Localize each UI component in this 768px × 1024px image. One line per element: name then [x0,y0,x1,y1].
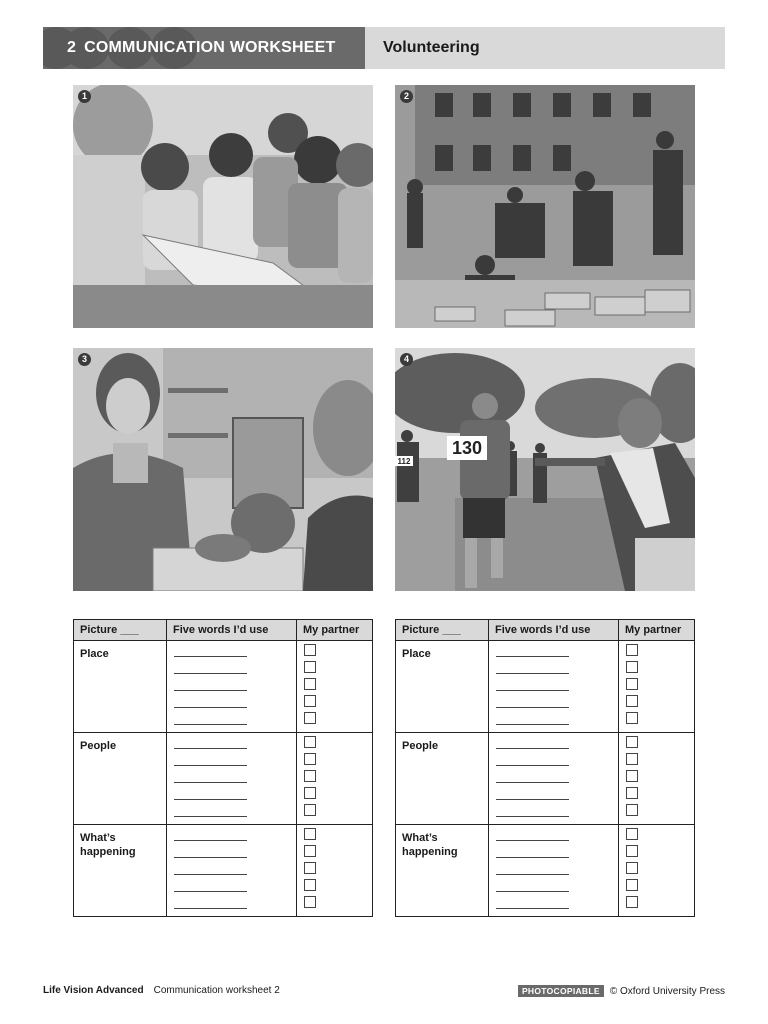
checkbox[interactable] [304,712,316,724]
checkbox[interactable] [626,896,638,908]
bib-left-number: 112 [397,457,411,466]
answer-line[interactable] [174,724,247,725]
answer-line[interactable] [174,857,247,858]
header-section-band [43,27,365,69]
answer-line[interactable] [496,656,569,657]
checkbox[interactable] [626,845,638,857]
checkbox[interactable] [626,828,638,840]
partner-checkboxes [619,641,694,732]
photo-number-badge: 3 [78,353,91,366]
checkbox[interactable] [304,845,316,857]
table-row-people [396,733,694,825]
answer-lines [167,825,298,916]
table-header-row [396,620,694,641]
table-row-whats-happening [396,825,694,916]
photo-1-reading-to-children [73,85,373,328]
checkbox[interactable] [304,644,316,656]
answer-line[interactable] [496,840,569,841]
answer-lines [489,641,620,732]
row-label: People [396,733,489,824]
answer-line[interactable] [496,782,569,783]
footer-left [43,985,280,996]
checkbox[interactable] [626,661,638,673]
photo-3-charity-shop [73,348,373,591]
answer-lines [167,641,298,732]
answer-line[interactable] [174,707,247,708]
header-picture: Picture ___ [74,620,167,640]
answer-line[interactable] [174,765,247,766]
answer-lines [489,733,620,824]
checkbox[interactable] [304,787,316,799]
answer-line[interactable] [496,908,569,909]
answer-line[interactable] [174,840,247,841]
table-row-people [74,733,372,825]
row-label: People [74,733,167,824]
partner-checkboxes [297,825,372,916]
photo-number-badge: 1 [78,90,91,103]
answer-line[interactable] [174,908,247,909]
checkbox[interactable] [304,879,316,891]
checkbox[interactable] [626,736,638,748]
checkbox[interactable] [626,695,638,707]
answer-line[interactable] [174,816,247,817]
photo-number-badge: 4 [400,353,413,366]
page-footer [43,985,725,999]
answer-line[interactable] [174,799,247,800]
answer-line[interactable] [174,748,247,749]
checkbox[interactable] [626,770,638,782]
checkbox[interactable] [626,753,638,765]
answer-line[interactable] [496,748,569,749]
page-title: Volunteering [383,39,480,56]
photo-2-clearing-rubble [395,85,695,328]
header-my-partner: My partner [625,624,682,636]
row-label: What’s happening [74,825,167,916]
runner-bib-number: 130 [451,438,483,458]
checkbox[interactable] [626,678,638,690]
answer-line[interactable] [496,690,569,691]
checkbox[interactable] [304,753,316,765]
answer-line[interactable] [174,656,247,657]
checkbox[interactable] [304,770,316,782]
answer-line[interactable] [496,816,569,817]
partner-checkboxes [619,733,694,824]
answer-line[interactable] [496,724,569,725]
checkbox[interactable] [304,896,316,908]
checkbox[interactable] [626,787,638,799]
checkbox[interactable] [304,804,316,816]
answer-line[interactable] [174,874,247,875]
answer-line[interactable] [174,673,247,674]
checkbox[interactable] [626,644,638,656]
worksheet-table-right [395,619,695,917]
copyright-text: © Oxford University Press [609,985,725,997]
checkbox[interactable] [304,828,316,840]
row-label: Place [74,641,167,732]
checkbox[interactable] [626,862,638,874]
row-label: Place [396,641,489,732]
partner-checkboxes [619,825,694,916]
answer-line[interactable] [496,874,569,875]
checkbox[interactable] [626,712,638,724]
partner-checkboxes [297,641,372,732]
header-my-partner: My partner [303,624,360,636]
partner-checkboxes [297,733,372,824]
footer-right [518,985,725,997]
answer-line[interactable] [174,891,247,892]
answer-line[interactable] [496,891,569,892]
header-five-words: Five words I’d use [167,620,297,640]
checkbox[interactable] [626,879,638,891]
answer-line[interactable] [496,857,569,858]
answer-line[interactable] [174,782,247,783]
header-picture: Picture ___ [396,620,489,640]
header-five-words: Five words I’d use [489,620,619,640]
checkbox[interactable] [304,862,316,874]
photocopiable-badge: PHOTOCOPIABLE [518,985,604,997]
answer-line[interactable] [496,673,569,674]
header-title-band [365,27,725,69]
checkbox[interactable] [304,678,316,690]
checkbox[interactable] [304,695,316,707]
answer-line[interactable] [496,799,569,800]
row-label: What’s happening [396,825,489,916]
photo-4-race-water-station [395,348,695,591]
table-row-place [396,641,694,733]
worksheet-section: COMMUNICATION WORKSHEET [84,39,336,56]
answer-line[interactable] [174,690,247,691]
book-title: Life Vision Advanced [43,985,144,996]
checkbox[interactable] [304,736,316,748]
answer-lines [167,733,298,824]
answer-lines [489,825,620,916]
answer-line[interactable] [496,707,569,708]
photo-number-badge: 2 [400,90,413,103]
table-row-whats-happening [74,825,372,916]
checkbox[interactable] [304,661,316,673]
worksheet-header [43,27,725,69]
worksheet-table-left [73,619,373,917]
table-row-place [74,641,372,733]
table-header-row [74,620,372,641]
worksheet-number: 2 [67,39,77,56]
answer-line[interactable] [496,765,569,766]
checkbox[interactable] [626,804,638,816]
header-section-label [67,27,336,69]
worksheet-name: Communication worksheet 2 [153,985,280,996]
